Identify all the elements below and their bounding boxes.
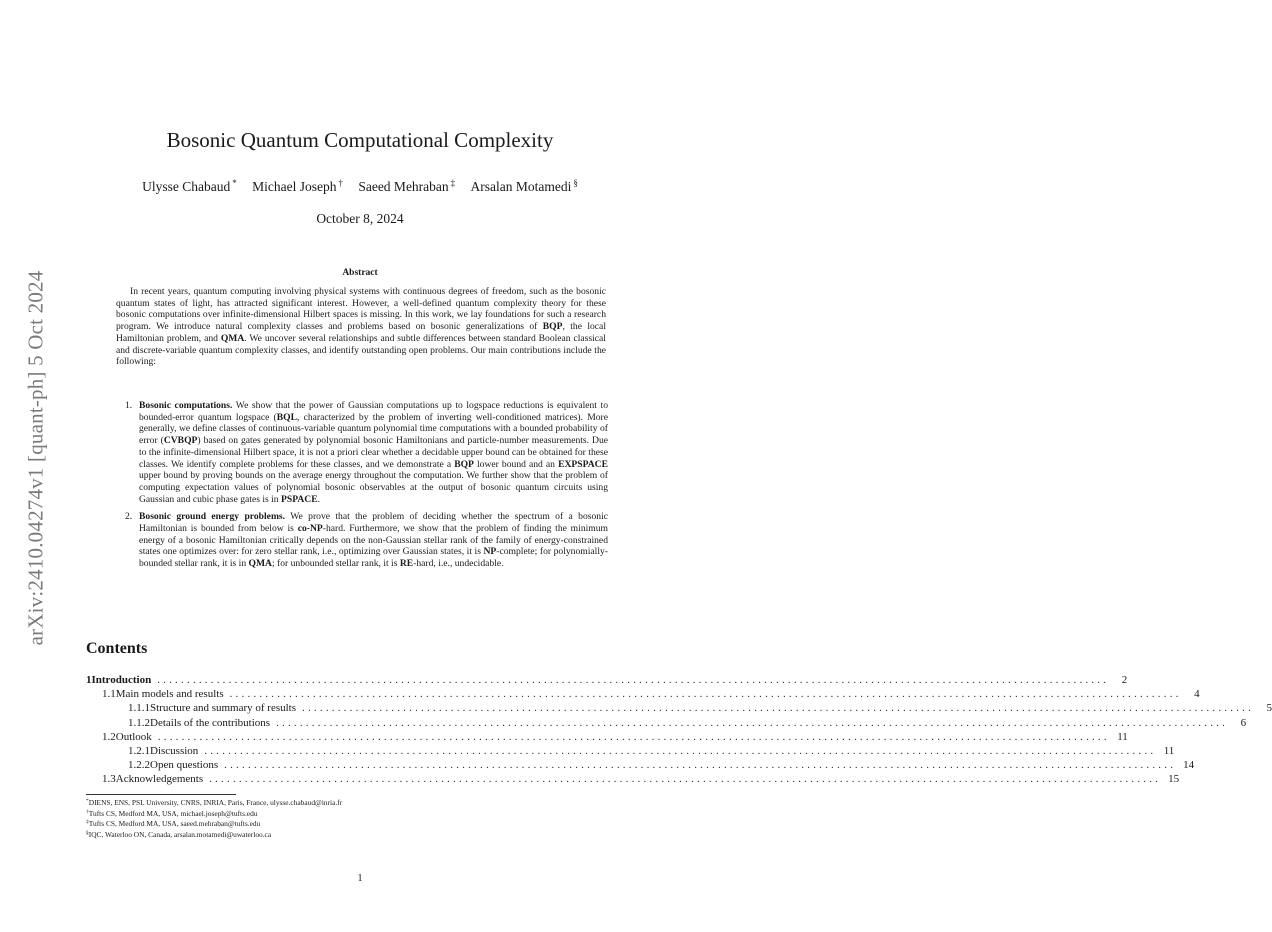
toc-label: Open questions xyxy=(150,759,219,772)
toc-page: 11 xyxy=(1117,730,1128,743)
affiliation-mark: § xyxy=(573,178,578,188)
contribution-item xyxy=(114,400,608,505)
toc-number: 1.2.2 xyxy=(128,759,150,772)
toc-entry[interactable] xyxy=(86,773,1180,787)
abstract-paragraph xyxy=(116,286,606,368)
item-number: 1. xyxy=(125,400,133,411)
footnote-text: Tufts CS, Medford MA, USA, michael.joseph@tufts.edu xyxy=(88,808,258,818)
toc-number: 1.3 xyxy=(102,773,116,786)
page-number: 1 xyxy=(357,873,363,884)
toc-leader: ................................................................................................................................................................ xyxy=(229,688,1182,701)
class-name: NP xyxy=(483,546,497,558)
contribution-item xyxy=(114,511,608,570)
affiliation-mark: ‡ xyxy=(450,178,456,188)
toc-entry[interactable] xyxy=(86,702,1272,716)
toc-number: 1.1.1 xyxy=(128,702,150,715)
toc-number: 1.2.1 xyxy=(128,744,150,757)
item-text: We prove that the problem of deciding whether the spectrum of a bosonic Hamiltonian is bounded from below is xyxy=(139,511,608,535)
class-name: co-NP xyxy=(297,523,323,535)
class-name: BQL xyxy=(276,411,298,423)
toc-number: 1 xyxy=(86,674,92,686)
toc-page: 15 xyxy=(1168,773,1180,786)
affiliation-mark: * xyxy=(232,178,237,188)
class-name: QMA xyxy=(220,332,245,344)
toc-leader: ................................................................................................................................................................ xyxy=(276,716,1229,729)
author xyxy=(358,179,455,194)
contents-heading: Contents xyxy=(86,640,148,657)
toc-label: Outlook xyxy=(115,730,152,743)
author-name: Arsalan Motamedi xyxy=(470,179,572,194)
footnote xyxy=(86,797,626,808)
toc-entry[interactable] xyxy=(86,716,1247,731)
toc-page: 5 xyxy=(1266,702,1272,715)
toc-number: 1.2 xyxy=(102,730,116,743)
class-name: EXPSPACE xyxy=(558,458,608,470)
toc-leader: ................................................................................................................................................................ xyxy=(157,674,1110,686)
class-name: BQP xyxy=(454,458,474,470)
footnote-text: Tufts CS, Medford MA, USA, saeed.mehraban@tufts.edu xyxy=(88,819,261,829)
toc-leader: ................................................................................................................................................................ xyxy=(157,730,1110,743)
contributions-list xyxy=(114,400,608,576)
author-name: Saeed Mehraban xyxy=(358,179,449,194)
toc-label: Structure and summary of results xyxy=(150,702,297,715)
class-name: RE xyxy=(399,558,414,570)
footnote xyxy=(86,808,626,819)
footnote-mark: § xyxy=(86,829,89,836)
footnote-text: DIENS, ENS, PSL University, CNRS, INRIA, Paris, France, ulysse.chabaud@inria.fr xyxy=(88,798,343,807)
toc-entry[interactable] xyxy=(86,674,1128,688)
item-text: lower bound and an xyxy=(473,458,559,470)
abstract-text: In recent years, quantum computing involving physical systems with continuous degrees of freedom, such as the bosonic quantum states of light, has attracted significant interest. However, a well-defined quantum complexity theory for these bosonic computations over infinite-dimensional Hilbert spaces is missing. In this work, we lay foundations for such a research program. We introduce natural complexity classes and problems based on bosonic generalizations of xyxy=(116,286,606,333)
class-name: BQP xyxy=(542,321,563,333)
toc-label: Details of the contributions xyxy=(150,716,271,729)
table-of-contents xyxy=(86,674,1272,788)
class-name: QMA xyxy=(248,558,272,570)
arxiv-identifier-text: arXiv:2410.04274v1 [quant-ph] 5 Oct 2024 xyxy=(23,270,48,646)
footnote xyxy=(86,829,626,840)
toc-leader: ................................................................................................................................................................ xyxy=(302,702,1255,715)
item-text: We show that the power of Gaussian computations up to logspace reductions is equivalent to bounded-error quantum logspace ( xyxy=(139,400,609,423)
toc-entry[interactable] xyxy=(86,688,1200,702)
item-text: ; for unbounded stellar rank, it is xyxy=(271,558,400,570)
toc-page: 6 xyxy=(1240,716,1247,729)
abstract-heading: Abstract xyxy=(342,268,378,278)
toc-label: Introduction xyxy=(91,674,152,686)
toc-entry[interactable] xyxy=(86,744,1175,759)
toc-entry[interactable] xyxy=(86,730,1128,745)
toc-number: 1.1 xyxy=(102,688,116,701)
toc-label: Main models and results xyxy=(115,688,224,701)
footnote-text: IQC, Waterloo ON, Canada, arsalan.motamedi@uwaterloo.ca xyxy=(88,829,272,839)
item-lead: Bosonic computations. xyxy=(139,400,233,411)
abstract-text: . We uncover several relationships and subtle differences between standard Boolean classical and discrete-variable quantum complexity classes, and identify outstanding open problems. Our main contributions include the following: xyxy=(116,332,606,368)
toc-leader: ................................................................................................................................................................ xyxy=(209,773,1162,786)
footnote xyxy=(86,818,626,829)
footnote-mark: ‡ xyxy=(86,819,89,826)
item-text: -hard. Furthermore, we show that the problem of finding the minimum energy of a bosonic Hamiltonian critically depends on the non-Gaussian stellar rank of the family of energy-constrained states one optimizes over: for zero stellar rank, i.e., optimizing over Gaussian states, it is xyxy=(139,523,608,558)
item-text: , characterized by the problem of inverting well-conditioned matrices). More generally, we define classes of continuous-variable quantum polynomial time computations with a bounded probability of error ( xyxy=(139,411,608,447)
toc-number: 1.1.2 xyxy=(128,716,150,729)
toc-label: Discussion xyxy=(150,744,199,757)
paper-title: Bosonic Quantum Computational Complexity xyxy=(166,128,554,152)
toc-page: 14 xyxy=(1183,759,1195,772)
toc-entry[interactable] xyxy=(86,759,1195,773)
item-text: -hard, i.e., undecidable. xyxy=(413,558,504,570)
item-lead: Bosonic ground energy problems. xyxy=(139,511,286,523)
item-text: -complete; for polynomially-bounded stellar rank, it is in xyxy=(139,546,608,570)
author-name: Ulysse Chabaud xyxy=(142,179,231,194)
toc-leader: ................................................................................................................................................................ xyxy=(224,759,1177,772)
affiliation-mark: † xyxy=(338,178,343,188)
class-name: PSPACE xyxy=(281,493,318,505)
toc-leader: ................................................................................................................................................................ xyxy=(204,744,1157,757)
class-name: CVBQP xyxy=(163,435,198,447)
author xyxy=(142,179,237,194)
author xyxy=(252,179,343,194)
toc-label: Acknowledgements xyxy=(115,773,204,786)
footnote-mark: † xyxy=(86,808,89,815)
footnote-mark: * xyxy=(86,798,89,804)
toc-page: 11 xyxy=(1163,744,1175,757)
arxiv-identifier xyxy=(18,248,54,668)
toc-page: 4 xyxy=(1194,688,1200,701)
toc-page: 2 xyxy=(1121,674,1128,686)
abstract-text: , the local Hamiltonian problem, and xyxy=(116,321,606,344)
author-list xyxy=(0,178,720,195)
author xyxy=(471,179,578,194)
footnotes xyxy=(86,797,626,839)
item-text: ) based on gates generated by polynomial bosonic Hamiltonians and particle-number measurements. Due to the infinite-dimensional Hilbert space, it is not a priori clear whether a decidable upper bound can be obtained for these classes. We identify complete problems for these classes, and we demonstrate a xyxy=(139,435,609,470)
paper-date: October 8, 2024 xyxy=(316,211,404,226)
item-text: . xyxy=(317,493,321,505)
footnote-rule xyxy=(86,794,236,795)
author-name: Michael Joseph xyxy=(252,179,337,194)
item-text: upper bound by proving bounds on the average energy throughout the computation. We further show that the problem of computing expectation values of polynomial bosonic observables at the output of bosonic quantum circuits using Gaussian and cubic phase gates is in xyxy=(139,470,608,505)
item-number: 2. xyxy=(125,511,133,523)
